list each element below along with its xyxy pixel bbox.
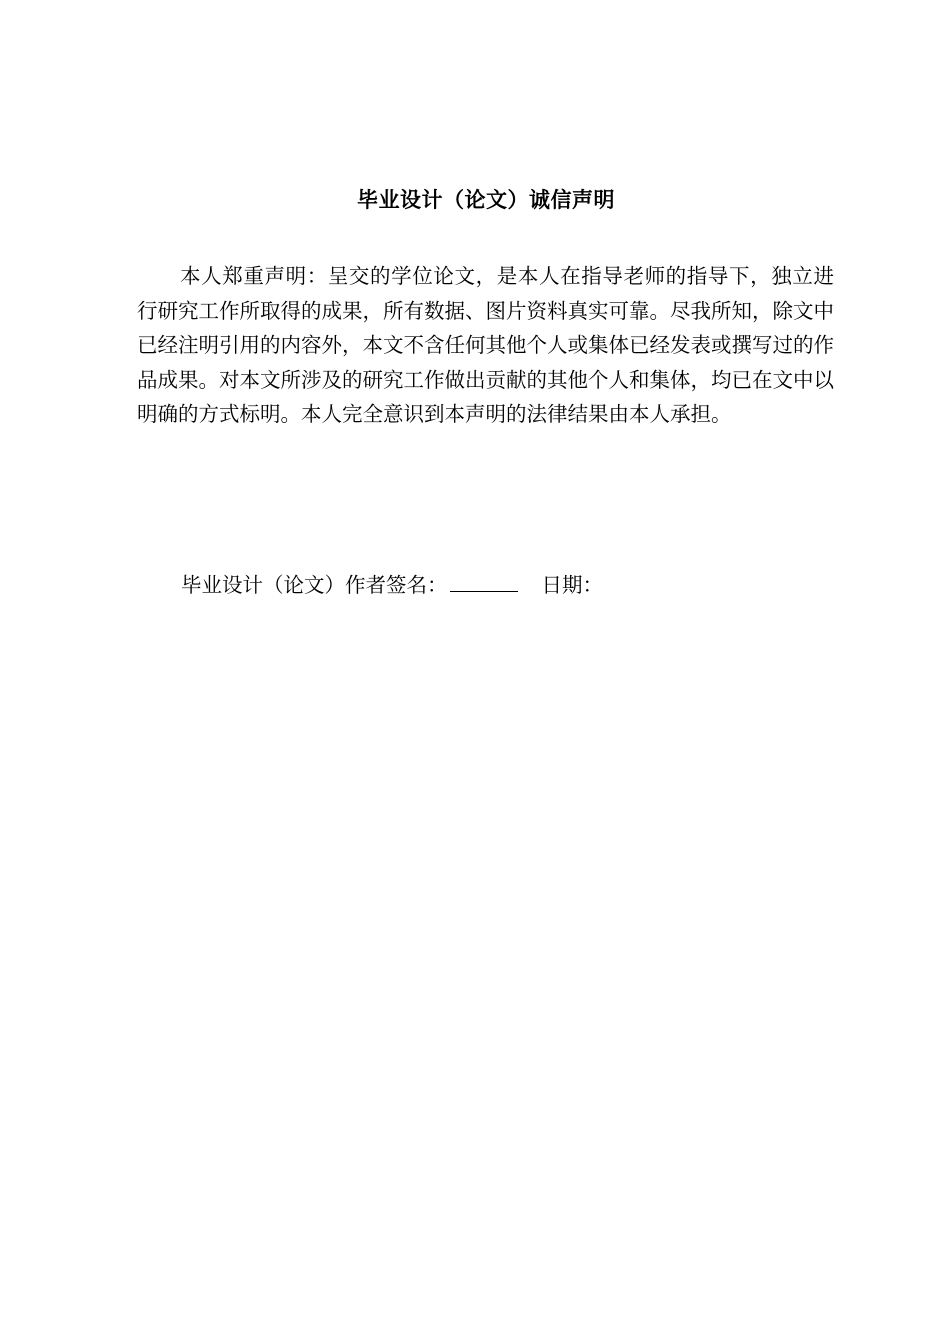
signature-label: 毕业设计（论文）作者签名：	[181, 573, 448, 597]
page-title: 毕业设计（论文）诚信声明	[357, 188, 615, 212]
declaration-paragraph: 本人郑重声明：呈交的学位论文，是本人在指导老师的指导下，独立进行研究工作所取得的成果，所有数据、图片资料真实可靠。尽我所知，除文中已经注明引用的内容外，本文不含任何其他个人或集体已经发表或撰写过的作品成果。对本文所涉及的研究工作做出贡献的其他个人和集体，均已在文中以明确的方式标明。本人完全意识到本声明的法律结果由本人承担。	[137, 264, 834, 427]
signature-line	[181, 568, 603, 602]
signature-blank	[450, 569, 518, 592]
date-label: 日期：	[541, 573, 603, 597]
